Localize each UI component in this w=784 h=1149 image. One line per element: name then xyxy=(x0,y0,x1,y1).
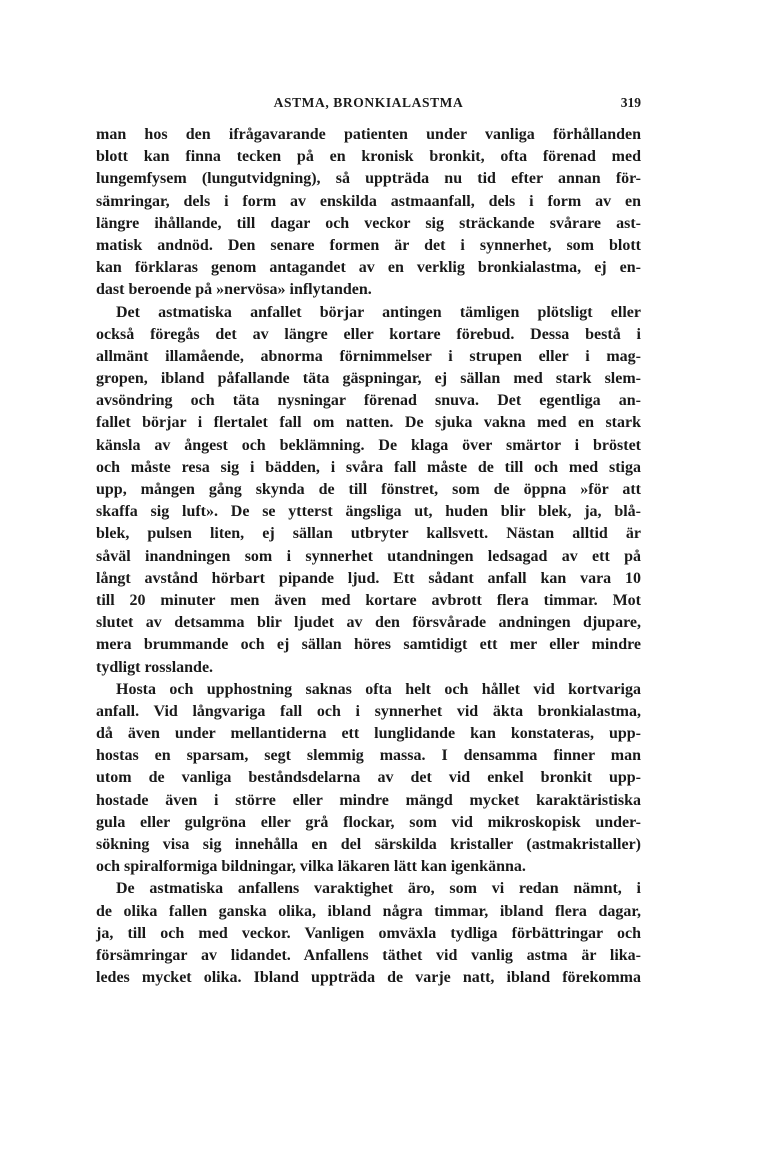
paragraph-first-line: Det astmatiska anfallet börjar antingen tämligen plötsligt eller xyxy=(116,303,641,321)
text-line: ledes mycket olika. Ibland uppträda de varje natt, ibland förekomma xyxy=(96,969,641,987)
text-line: utom de vanliga beståndsdelarna av det vid enkel bronkit upp- xyxy=(96,769,641,787)
text-line: lungemfysem (lungutvidgning), så uppträda nu tid efter annan för- xyxy=(96,170,641,188)
paragraph-end-line: dast beroende på »nervösa» inflytanden. xyxy=(96,281,372,299)
text-line: upp, mången gång skynda de till fönstret, som de öppna »för att xyxy=(96,481,641,498)
text-line: anfall. Vid långvariga fall och i synnerhet vid äkta bronkialastma, xyxy=(96,702,641,720)
text-line: sämringar, dels i form av enskilda astmaanfall, dels i form av en xyxy=(96,192,641,210)
body-text xyxy=(96,124,641,989)
text-line: också föregås det av längre eller kortare förebud. Dessa bestå i xyxy=(96,325,641,343)
text-line: långt avstånd hörbart pipande ljud. Ett sådant anfall kan vara 10 xyxy=(96,569,641,587)
paragraph-end-line: och spiralformiga bildningar, vilka läkaren lätt kan igenkänna. xyxy=(96,858,526,876)
text-line: då även under mellantiderna ett lunglidande kan konstateras, upp- xyxy=(96,725,641,743)
text-line: de olika fallen ganska olika, ibland några timmar, ibland flera dagar, xyxy=(96,902,641,920)
text-line: blott kan finna tecken på en kronisk bronkit, ofta förenad med xyxy=(96,148,641,166)
text-line: man hos den ifrågavarande patienten under vanliga förhållanden xyxy=(96,126,641,143)
paragraph-end-line: tydligt rosslande. xyxy=(96,658,214,676)
text-line: hostas en sparsam, segt slemmig massa. I densamma finner man xyxy=(96,747,641,765)
text-line: fallet börjar i flertalet fall om natten. De sjuka vakna med en stark xyxy=(96,414,641,432)
text-line: kan förklaras genom antagandet av en verklig bronkialastma, ej en- xyxy=(96,259,641,277)
running-title: ASTMA, BRONKIALASTMA xyxy=(273,95,464,110)
text-line: gropen, ibland påfallande täta gäspningar, ej sällan med stark slem- xyxy=(96,370,641,388)
text-line: allmänt illamående, abnorma förnimmelser i strupen eller i mag- xyxy=(96,347,641,365)
text-line: skaffa sig luft». De se ytterst ängsliga ut, huden blir blek, ja, blå- xyxy=(96,503,641,521)
text-line: längre ihållande, till dagar och veckor sig sträckande svårare ast- xyxy=(96,214,641,232)
text-line: känsla av ångest och beklämning. De klaga över smärtor i bröstet xyxy=(96,436,641,454)
text-line: mera brummande och ej sällan höres samtidigt ett mer eller mindre xyxy=(96,636,641,654)
running-head xyxy=(96,92,641,114)
paragraph-first-line: Hosta och upphostning saknas ofta helt och hållet vid kortvariga xyxy=(116,680,641,698)
text-line: blek, pulsen liten, ej sällan utbryter kallsvett. Nästan alltid är xyxy=(96,525,641,543)
text-line: försämringar av lidandet. Anfallens täthet vid vanlig astma är lika- xyxy=(96,946,641,964)
text-line: såväl inandningen som i synnerhet utandningen ledsagad av ett på xyxy=(96,547,641,565)
text-line: ja, till och med veckor. Vanligen omväxla tydliga förbättringar och xyxy=(96,924,641,942)
text-line: sökning visa sig innehålla en del särskilda kristaller (astmakristaller) xyxy=(96,836,641,853)
text-line: slutet av detsamma blir ljudet av den försvårade andningen djupare, xyxy=(96,614,641,632)
text-line: gula eller gulgröna eller grå flockar, som vid mikroskopisk under- xyxy=(96,813,641,831)
page-number: 319 xyxy=(620,95,641,110)
text-line: och måste resa sig i bädden, i svåra fall måste de till och med stiga xyxy=(96,458,641,476)
text-line: avsöndring och täta nysningar förenad snuva. Det egentliga an- xyxy=(96,392,641,410)
text-line: matisk andnöd. Den senare formen är det i synnerhet, som blott xyxy=(96,236,641,254)
text-line: till 20 minuter men även med kortare avbrott flera timmar. Mot xyxy=(96,591,641,609)
text-line: hostade även i större eller mindre mängd mycket karaktäristiska xyxy=(96,791,641,809)
paragraph-first-line: De astmatiska anfallens varaktighet äro, som vi redan nämnt, i xyxy=(116,880,641,898)
